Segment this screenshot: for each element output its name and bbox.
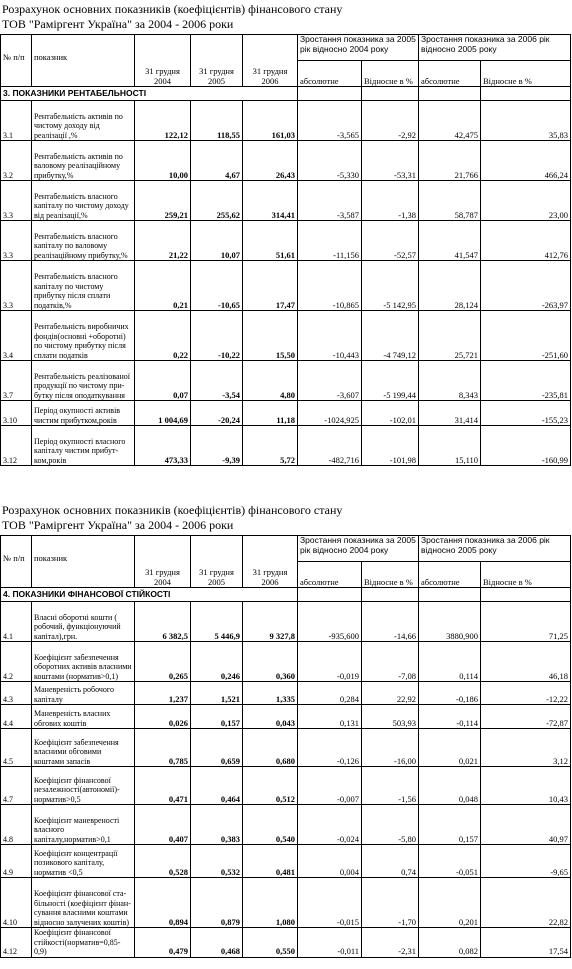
header-abs-2006: абсолютне [419, 61, 481, 87]
cell-r2: 71,25 [481, 602, 571, 642]
cell-no: 3.7 [1, 361, 32, 401]
cell-r1: -5,80 [362, 805, 419, 845]
cell-a1: -482,716 [298, 426, 362, 466]
cell-a2: 41,547 [419, 221, 481, 261]
header-abs-2005: абсолютне [298, 562, 362, 588]
table-row [1, 141, 571, 181]
cell-v2: 255,62 [191, 181, 243, 221]
cell-a2: 0,114 [419, 642, 481, 682]
header-rel-2006: Відносне в % [481, 61, 571, 87]
cell-r1: -5 142,95 [362, 261, 419, 311]
cell-v2: 0,532 [191, 845, 243, 878]
cell-a2: 21,766 [419, 141, 481, 181]
block2-rows [1, 602, 571, 958]
cell-no: 3.10 [1, 401, 32, 426]
cell-a2: 0,048 [419, 767, 481, 805]
table-row [1, 928, 571, 958]
cell-r2: -235,81 [481, 361, 571, 401]
cell-v2: -3,54 [191, 361, 243, 401]
cell-a2: 0,157 [419, 805, 481, 845]
cell-v3: 0,481 [243, 845, 298, 878]
cell-no: 4.4 [1, 705, 32, 729]
cell-a2: 8,343 [419, 361, 481, 401]
cell-no: 3.3 [1, 221, 32, 261]
cell-v2: 118,55 [191, 101, 243, 141]
cell-a1: -0,015 [298, 878, 362, 928]
table-row [1, 401, 571, 426]
cell-a2: 31,414 [419, 401, 481, 426]
cell-v1: 0,407 [135, 805, 191, 845]
cell-r2: 466,24 [481, 141, 571, 181]
header-year-2004: 31 грудня 2004 [135, 536, 191, 588]
block1-table [0, 34, 571, 466]
cell-r2: 10,43 [481, 767, 571, 805]
cell-no: 3.4 [1, 311, 32, 361]
table-row [1, 101, 571, 141]
cell-v1: 0,026 [135, 705, 191, 729]
block2-title-line2: ТОВ "Раміргент Україна" за 2004 - 2006 роки [2, 518, 234, 532]
cell-name: Коефіцієнт фінансової стійкості(норматив=0,85-0,9) [32, 928, 135, 958]
cell-v3: 0,680 [243, 729, 298, 767]
cell-v3: 15,50 [243, 311, 298, 361]
section-empty [298, 588, 362, 602]
cell-no: 3.3 [1, 261, 32, 311]
table-row [1, 705, 571, 729]
cell-v1: 0,265 [135, 642, 191, 682]
cell-a2: 15,110 [419, 426, 481, 466]
cell-r1: -102,01 [362, 401, 419, 426]
cell-v2: 0,659 [191, 729, 243, 767]
section-empty [362, 87, 419, 101]
cell-v2: 0,464 [191, 767, 243, 805]
cell-v3: 1,335 [243, 682, 298, 705]
cell-r2: 35,83 [481, 101, 571, 141]
cell-r1: -14,66 [362, 602, 419, 642]
table-row [1, 642, 571, 682]
cell-r1: -52,57 [362, 221, 419, 261]
cell-name: Рентабельність власного капіталу по чистому прибутку після сплати податків,% [32, 261, 135, 311]
cell-v1: 0,785 [135, 729, 191, 767]
cell-a2: 0,201 [419, 878, 481, 928]
cell-name: Рентабельність власного капіталу по чистому доходу від реалізації,% [32, 181, 135, 221]
cell-a1: -3,565 [298, 101, 362, 141]
cell-v3: 17,47 [243, 261, 298, 311]
cell-r2: 23,00 [481, 181, 571, 221]
table-row [1, 361, 571, 401]
cell-a1: 0,284 [298, 682, 362, 705]
cell-no: 4.1 [1, 602, 32, 642]
cell-v1: 21,22 [135, 221, 191, 261]
header-no: № п/п [1, 35, 32, 87]
cell-v3: 26,43 [243, 141, 298, 181]
cell-v1: 0,07 [135, 361, 191, 401]
cell-r1: -1,38 [362, 181, 419, 221]
header-abs-2005: абсолютне [298, 61, 362, 87]
cell-v3: 11,18 [243, 401, 298, 426]
cell-r2: 40,97 [481, 805, 571, 845]
cell-v1: 122,12 [135, 101, 191, 141]
cell-name: Період окупності активів чистим прибутком,років [32, 401, 135, 426]
section-empty [481, 87, 571, 101]
cell-name: Маневреність робочого капіталу [32, 682, 135, 705]
cell-no: 3.1 [1, 101, 32, 141]
header-year-2005: 31 грудня 2005 [191, 35, 243, 87]
cell-r1: -53,31 [362, 141, 419, 181]
cell-a1: -0,011 [298, 928, 362, 958]
cell-a1: -11,156 [298, 221, 362, 261]
cell-a2: -0,186 [419, 682, 481, 705]
cell-v3: 0,540 [243, 805, 298, 845]
cell-v3: 0,512 [243, 767, 298, 805]
cell-no: 4.9 [1, 845, 32, 878]
section-empty [298, 87, 362, 101]
cell-a2: 25,721 [419, 311, 481, 361]
cell-v1: 0,528 [135, 845, 191, 878]
cell-no: 4.10 [1, 878, 32, 928]
section-title: 4. ПОКАЗНИКИ ФІНАНСОВОЇ СТІЙКОСТІ [1, 588, 298, 602]
cell-r2: -72,87 [481, 705, 571, 729]
cell-r1: -1,70 [362, 878, 419, 928]
cell-r1: -2,31 [362, 928, 419, 958]
block2-title-line1: Розрахунок основних показників (коефіцієнтів) фінансового стану [2, 503, 343, 517]
cell-r1: 503,93 [362, 705, 419, 729]
cell-v1: 0,479 [135, 928, 191, 958]
cell-r2: 3,12 [481, 729, 571, 767]
cell-a2: 28,124 [419, 261, 481, 311]
cell-v1: 6 382,5 [135, 602, 191, 642]
cell-v2: 4,67 [191, 141, 243, 181]
cell-r1: -5 199,44 [362, 361, 419, 401]
cell-r2: -12,22 [481, 682, 571, 705]
cell-name: Рентабельність реалізованої продукції по чистому при- бутку після оподаткування [32, 361, 135, 401]
cell-r2: -251,60 [481, 311, 571, 361]
cell-v3: 51,61 [243, 221, 298, 261]
cell-a2: -0,114 [419, 705, 481, 729]
cell-v2: 0,468 [191, 928, 243, 958]
table-row [1, 845, 571, 878]
header-year-2004: 31 грудня 2004 [135, 35, 191, 87]
block1-title-line1: Розрахунок основних показників (коефіцієнтів) фінансового стану [2, 2, 343, 16]
cell-name: Коефіцієнт фінансової незалежності(автономії)- норматив>0,5 [32, 767, 135, 805]
cell-a1: -935,600 [298, 602, 362, 642]
cell-r2: 46,18 [481, 642, 571, 682]
cell-r2: -155,23 [481, 401, 571, 426]
cell-v2: -10,22 [191, 311, 243, 361]
cell-name: Коефіцієнт забезпечення власними обговими коштами запасів [32, 729, 135, 767]
cell-r1: -16,00 [362, 729, 419, 767]
cell-name: Рентабельність виробничих фондів(основні +оборотні) по чистому прибутку після сплати податків [32, 311, 135, 361]
cell-r2: 22,82 [481, 878, 571, 928]
cell-name: Рентабельність власного капіталу по валовому реалізаційному прибутку,% [32, 221, 135, 261]
cell-v1: 1 004,69 [135, 401, 191, 426]
cell-a1: 0,004 [298, 845, 362, 878]
cell-name: Коефіцієнт забезпечення оборотних активів власними коштами (норматив>0,1) [32, 642, 135, 682]
header-rel-2006: Відносне в % [481, 562, 571, 588]
cell-name: Рентабельність активів по валовому реалізаційному прибутку,% [32, 141, 135, 181]
cell-r1: 22,92 [362, 682, 419, 705]
cell-v3: 9 327,8 [243, 602, 298, 642]
cell-a1: -0,007 [298, 767, 362, 805]
table-row [1, 729, 571, 767]
table-row [1, 261, 571, 311]
block1-rows [1, 101, 571, 466]
cell-name: Маневреність власних обгових коштів [32, 705, 135, 729]
cell-a1: -5,330 [298, 141, 362, 181]
cell-r2: -160,99 [481, 426, 571, 466]
header-year-2006: 31 грудня 2006 [243, 35, 298, 87]
header-name: показник [32, 536, 135, 588]
block1-title-line2: ТОВ "Раміргент Україна" за 2004 - 2006 роки [2, 17, 234, 31]
header-rel-2005: Відносне в % [362, 61, 419, 87]
header-rel-2005: Відносне в % [362, 562, 419, 588]
cell-no: 4.12 [1, 928, 32, 958]
cell-a1: -10,865 [298, 261, 362, 311]
cell-no: 4.7 [1, 767, 32, 805]
cell-v2: -20,24 [191, 401, 243, 426]
cell-v1: 10,00 [135, 141, 191, 181]
section-title: 3. ПОКАЗНИКИ РЕНТАБЕЛЬНОСТІ [1, 87, 298, 101]
cell-v2: 10,07 [191, 221, 243, 261]
table-row [1, 426, 571, 466]
cell-r2: 412,76 [481, 221, 571, 261]
cell-v2: 0,879 [191, 878, 243, 928]
cell-v3: 5,72 [243, 426, 298, 466]
cell-name: Коефіцієнт концентрації позикового капіталу, норматив <0,5 [32, 845, 135, 878]
cell-v1: 473,33 [135, 426, 191, 466]
cell-no: 4.2 [1, 642, 32, 682]
header-name: показник [32, 35, 135, 87]
cell-no: 3.2 [1, 141, 32, 181]
section-empty [481, 588, 571, 602]
cell-a1: -1024,925 [298, 401, 362, 426]
cell-no: 4.3 [1, 682, 32, 705]
cell-a1: -0,024 [298, 805, 362, 845]
cell-v3: 4,80 [243, 361, 298, 401]
cell-v2: -9,39 [191, 426, 243, 466]
cell-name: Власні оборотні кошти ( робочий, функціонуючий капітал),грн. [32, 602, 135, 642]
header-year-2006: 31 грудня 2006 [243, 536, 298, 588]
cell-a1: -0,126 [298, 729, 362, 767]
cell-a2: 0,021 [419, 729, 481, 767]
cell-v2: 0,157 [191, 705, 243, 729]
section-empty [362, 588, 419, 602]
cell-name: Рентабельність активів по чистому доходу від реалізації ,% [32, 101, 135, 141]
cell-a1: -10,443 [298, 311, 362, 361]
header-no: № п/п [1, 536, 32, 588]
cell-v3: 0,550 [243, 928, 298, 958]
cell-r1: 0,74 [362, 845, 419, 878]
cell-r1: -4 749,12 [362, 311, 419, 361]
header-growth-2006: Зростання показника за 2006 рік відносно 2005 року [419, 536, 571, 562]
header-year-2005: 31 грудня 2005 [191, 536, 243, 588]
table-row [1, 767, 571, 805]
cell-v2: 5 446,9 [191, 602, 243, 642]
cell-a1: -3,587 [298, 181, 362, 221]
cell-v2: 0,383 [191, 805, 243, 845]
table-row [1, 602, 571, 642]
cell-v3: 0,043 [243, 705, 298, 729]
cell-name: Період окупності власного капіталу чистим прибут- ком,років [32, 426, 135, 466]
cell-v3: 161,03 [243, 101, 298, 141]
cell-v2: 0,246 [191, 642, 243, 682]
cell-v2: 1,521 [191, 682, 243, 705]
cell-a2: -0,051 [419, 845, 481, 878]
cell-v3: 0,360 [243, 642, 298, 682]
cell-v1: 259,21 [135, 181, 191, 221]
cell-a1: -3,607 [298, 361, 362, 401]
table-row [1, 805, 571, 845]
cell-r1: -2,92 [362, 101, 419, 141]
cell-no: 3.12 [1, 426, 32, 466]
cell-a2: 42,475 [419, 101, 481, 141]
section-empty [419, 588, 481, 602]
header-growth-2006: Зростання показника за 2006 рік відносно 2005 року [419, 35, 571, 61]
block2-table [0, 535, 571, 958]
table-row [1, 311, 571, 361]
cell-a2: 3880,900 [419, 602, 481, 642]
cell-r2: -263,97 [481, 261, 571, 311]
cell-v1: 1,237 [135, 682, 191, 705]
cell-r1: -101,98 [362, 426, 419, 466]
cell-a2: 0,082 [419, 928, 481, 958]
table-row [1, 682, 571, 705]
cell-a2: 58,787 [419, 181, 481, 221]
cell-v1: 0,894 [135, 878, 191, 928]
table-row [1, 181, 571, 221]
cell-r1: -1,56 [362, 767, 419, 805]
cell-v1: 0,471 [135, 767, 191, 805]
cell-a1: 0,131 [298, 705, 362, 729]
cell-no: 4.8 [1, 805, 32, 845]
table-row [1, 221, 571, 261]
cell-v1: 0,22 [135, 311, 191, 361]
header-abs-2006: абсолютне [419, 562, 481, 588]
cell-no: 4.5 [1, 729, 32, 767]
table-row [1, 878, 571, 928]
section-empty [419, 87, 481, 101]
cell-v2: -10,65 [191, 261, 243, 311]
cell-v1: 0,21 [135, 261, 191, 311]
cell-r2: 17,54 [481, 928, 571, 958]
cell-name: Коефіцієнт маневреності власного капіталу,норматив>0,1 [32, 805, 135, 845]
cell-v3: 314,41 [243, 181, 298, 221]
header-growth-2005: Зростання показника за 2005 рік відносно 2004 року [298, 536, 419, 562]
cell-no: 3.3 [1, 181, 32, 221]
cell-name: Коефіцієнт фінансової ста- більності (коефіцієнт фінан- сування власними коштами відносно залучених коштів) [32, 878, 135, 928]
cell-r2: -9,65 [481, 845, 571, 878]
cell-r1: -7,08 [362, 642, 419, 682]
header-growth-2005: Зростання показника за 2005 рік відносно 2004 року [298, 35, 419, 61]
cell-a1: -0,019 [298, 642, 362, 682]
cell-v3: 1,080 [243, 878, 298, 928]
